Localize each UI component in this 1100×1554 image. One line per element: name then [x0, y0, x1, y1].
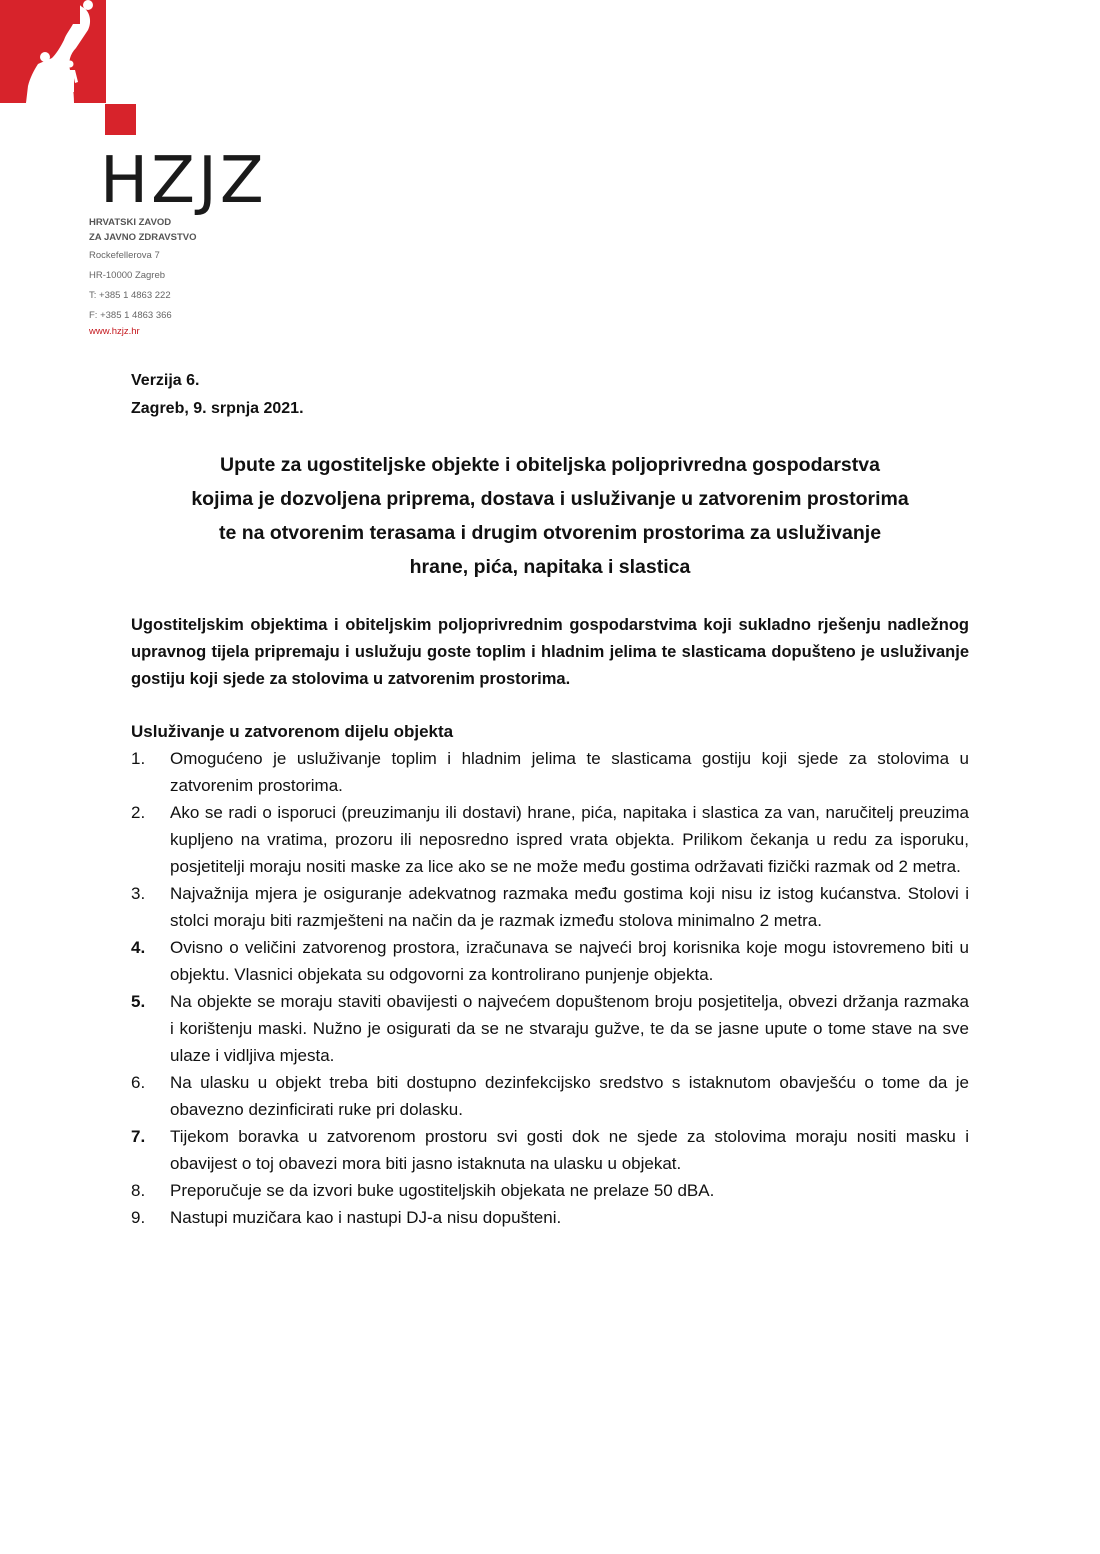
rule-number: 3. — [131, 884, 146, 903]
rule-item — [131, 1123, 969, 1177]
rule-text: Na objekte se moraju staviti obavijesti o najvećem dopuštenom broju posjetitelja, obvezi držanja razmaka i korištenju maski. Nužno je osigurati da se ne stvaraju gužve, te da se jasne upute o tome stave na sve ulaze i vidljiva mjesta. — [170, 992, 969, 1065]
rule-number: 5. — [131, 992, 146, 1011]
rule-number: 7. — [131, 1127, 146, 1146]
document-title — [120, 448, 980, 584]
logo-red-square-icon — [105, 104, 136, 135]
address-city: HR-10000 Zagreb — [89, 270, 166, 281]
rule-number: 6. — [131, 1073, 146, 1092]
title-line: hrane, pića, napitaka i slastica — [409, 556, 691, 578]
address-street: Rockefellerova 7 — [89, 250, 160, 261]
title-line: Upute za ugostiteljske objekte i obiteljska poljoprivredna gospodarstva — [220, 454, 880, 476]
rule-text: Nastupi muzičara kao i nastupi DJ-a nisu dopušteni. — [170, 1208, 562, 1227]
rule-item — [131, 745, 969, 799]
rule-text: Najvažnija mjera je osiguranje adekvatnog razmaka među gostima koji nisu iz istog kućanstva. Stolovi i stolci moraju biti razmješteni na način da je razmak između stolova minimalno 2 metra. — [170, 884, 969, 930]
title-line: te na otvorenim terasama i drugim otvorenim prostorima za usluživanje — [218, 522, 882, 544]
rule-number: 9. — [131, 1208, 146, 1227]
hzjz-logo-figures-icon — [0, 0, 106, 103]
rule-text: Ako se radi o isporuci (preuzimanju ili dostavi) hrane, pića, napitaka i slastica za van, naručitelj preuzima kupljeno na vratima, prozoru ili neposredno ispred vrata objekta. Prilikom čekanja u redu za isporuku, posjetitelji moraju nositi maske za lice ako se ne može među gostima održavati fizički razmak od 2 metra. — [170, 803, 969, 876]
rule-item — [131, 799, 969, 880]
rule-item — [131, 934, 969, 988]
rules-list — [131, 745, 969, 1231]
intro-paragraph: Ugostiteljskim objektima i obiteljskim poljoprivrednim gospodarstvima koji sukladno rješenju nadležnog upravnog tijela pripremaju i uslužuju goste toplim i hladnim jelima te slasticama dopušteno je usluživanje gostiju koji sjede za stolovima u zatvorenim prostorima. — [131, 616, 969, 688]
rule-item — [131, 880, 969, 934]
document-meta — [131, 367, 304, 423]
website-link[interactable]: www.hzjz.hr — [89, 326, 140, 337]
rule-number: 1. — [131, 749, 146, 768]
organization-name — [89, 215, 197, 245]
rule-item — [131, 988, 969, 1069]
rule-item — [131, 1177, 969, 1204]
rule-text: Preporučuje se da izvori buke ugostiteljskih objekata ne prelaze 50 dBA. — [170, 1181, 715, 1200]
rule-text: Tijekom boravka u zatvorenom prostoru svi gosti dok ne sjede za stolovima moraju nositi masku i obavijest o toj obavezi mora biti jasno istaknuta na ulasku u objekat. — [170, 1127, 969, 1173]
rule-text: Omogućeno je usluživanje toplim i hladnim jelima te slasticama gostiju koji sjede za stolovima u zatvorenim prostorima. — [170, 749, 969, 795]
rule-text: Na ulasku u objekt treba biti dostupno dezinfekcijsko sredstvo s istaknutom obavješću o tome da je obavezno dezinficirati ruke pri dolasku. — [170, 1073, 969, 1119]
document-version: Verzija 6. — [131, 372, 200, 389]
rule-item — [131, 1069, 969, 1123]
fax-number: F: +385 1 4863 366 — [89, 310, 172, 321]
section-heading: Usluživanje u zatvorenom dijelu objekta — [131, 722, 454, 741]
rule-text: Ovisno o veličini zatvorenog prostora, izračunava se najveći broj korisnika koje mogu istovremeno biti u objektu. Vlasnici objekata su odgovorni za kontrolirano punjenje objekta. — [170, 938, 969, 984]
rule-number: 2. — [131, 803, 146, 822]
phone-number: T: +385 1 4863 222 — [89, 290, 171, 301]
org-name-line-2: ZA JAVNO ZDRAVSTVO — [89, 232, 197, 243]
title-line: kojima je dozvoljena priprema, dostava i usluživanje u zatvorenim prostorima — [191, 488, 909, 510]
rule-number: 8. — [131, 1181, 146, 1200]
rule-item — [131, 1204, 969, 1231]
document-place-date: Zagreb, 9. srpnja 2021. — [131, 400, 304, 417]
rule-number: 4. — [131, 938, 146, 957]
org-name-line-1: HRVATSKI ZAVOD — [89, 217, 172, 228]
logo-wordmark: HZJZ — [100, 144, 267, 218]
